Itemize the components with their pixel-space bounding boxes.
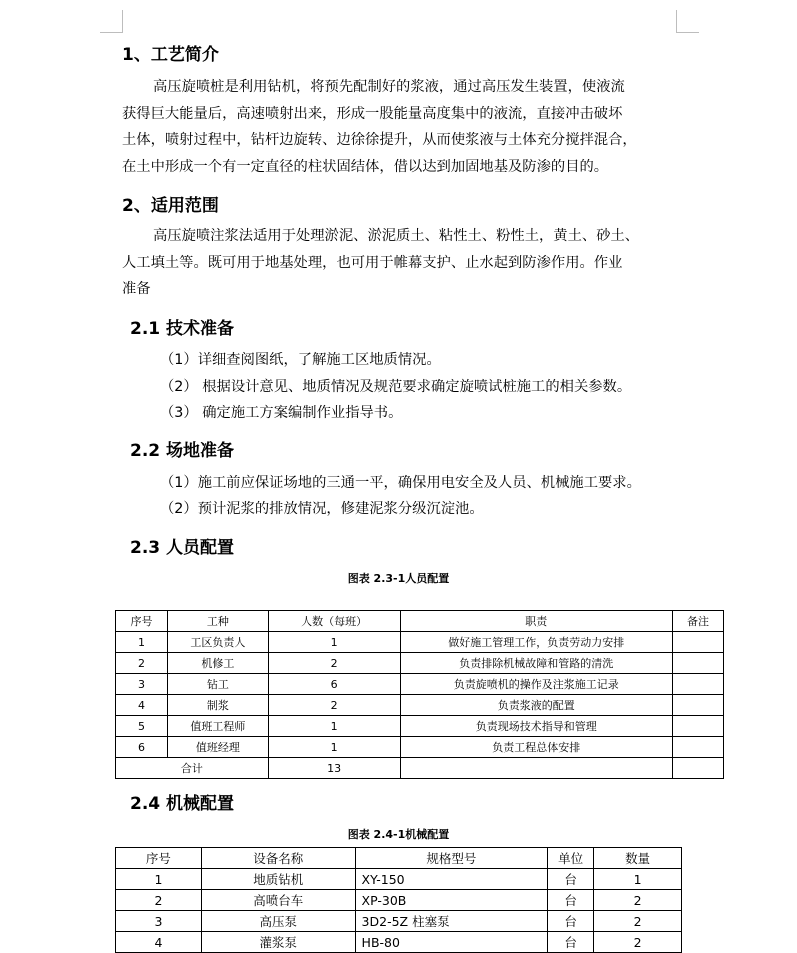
table-row [116,890,682,911]
table-cell: 3 [116,674,168,695]
paragraph-line: 高压旋喷桩是利用钻机，将预先配制好的浆液，通过高压发生装置，使液流 [153,79,625,95]
table-caption: 图表 2.4-1机械配置 [347,828,450,841]
column-header: 备注 [673,611,724,632]
section-1-paragraph [122,74,682,180]
table-cell: 6 [268,674,400,695]
table-row [116,911,682,932]
column-header: 单位 [548,848,594,869]
paragraph-line: 人工填土等。既可用于地基处理，也可用于帷幕支护、止水起到防渗作用。作业 [122,254,623,271]
table-row [116,695,724,716]
table-cell [400,758,673,779]
table-cell: 台 [548,932,594,953]
list-item: （3） 确定施工方案编制作业指导书。 [160,405,403,421]
list-item: （2） 根据设计意见、地质情况及规范要求确定旋喷试桩施工的相关参数。 [160,379,632,395]
table-caption: 图表 2.3-1人员配置 [347,572,450,585]
table-cell: 台 [548,890,594,911]
table-cell: 负责浆液的配置 [400,695,673,716]
table-cell: 做好施工管理工作，负责劳动力安排 [400,632,673,653]
table-cell [673,632,724,653]
table-header-row [116,848,682,869]
column-header: 序号 [116,611,168,632]
column-header: 规格型号 [355,848,548,869]
table-cell: 制浆 [167,695,268,716]
table-cell: 2 [268,653,400,674]
paragraph-line: 高压旋喷注浆法适用于处理淤泥、淤泥质土、粘性土、粉性土，黄土、砂土、 [153,228,640,244]
table-cell: 值班工程师 [167,716,268,737]
table-cell: 1 [268,737,400,758]
column-header: 人数（每班） [268,611,400,632]
page-corner-mark-right [676,10,699,33]
table-cell: 1 [594,869,682,890]
table-cell: 1 [116,632,168,653]
table-cell: 4 [116,932,202,953]
table-cell: 台 [548,869,594,890]
table-cell: 2 [116,890,202,911]
table-cell: 机修工 [167,653,268,674]
table-header-row [116,611,724,632]
section-2-4-heading: 2.4 机械配置 [130,794,235,814]
list-item: （2）预计泥浆的排放情况，修建泥浆分级沉淀池。 [160,501,484,517]
table-cell: XY-150 [355,869,548,890]
table-cell: 2 [594,890,682,911]
table-cell: 台 [548,911,594,932]
column-header: 职责 [400,611,673,632]
section-1-heading: 1、工艺简介 [122,45,219,65]
paragraph-line: 在土中形成一个有一定直径的柱状固结体，借以达到加固地基及防渗的目的。 [122,158,609,175]
table-row [116,653,724,674]
total-label: 合计 [116,758,269,779]
table-row [116,716,724,737]
table-cell: 2 [268,695,400,716]
table-cell: 工区负责人 [167,632,268,653]
table-cell: 负责现场技术指导和管理 [400,716,673,737]
list-item: （1）施工前应保证场地的三通一平，确保用电安全及人员、机械施工要求。 [160,475,641,491]
section-2-paragraph [122,223,682,303]
table-cell: 地质钻机 [201,869,355,890]
table-cell: 负责旋喷机的操作及注浆施工记录 [400,674,673,695]
table-cell: 负责工程总体安排 [400,737,673,758]
total-value: 13 [268,758,400,779]
table-cell [673,674,724,695]
table-cell: 灌浆泵 [201,932,355,953]
table-cell: 高压泵 [201,911,355,932]
section-2-3-heading: 2.3 人员配置 [130,538,235,558]
page-corner-mark-left [100,10,123,33]
table-cell: 值班经理 [167,737,268,758]
table-cell: HB-80 [355,932,548,953]
table-cell [673,653,724,674]
column-header: 工种 [167,611,268,632]
section-2-2-heading: 2.2 场地准备 [130,441,235,461]
table-cell: 1 [268,716,400,737]
table-row [116,632,724,653]
list-item: （1）详细查阅图纸，了解施工区地质情况。 [160,352,441,368]
staff-table [115,610,724,779]
table-cell: 2 [594,932,682,953]
table-row [116,932,682,953]
table-cell: 1 [116,869,202,890]
table-cell [673,695,724,716]
paragraph-line: 准备 [122,281,151,297]
paragraph-line: 土体，喷射过程中，钻杆边旋转、边徐徐提升，从而使浆液与土体充分搅拌混合， [122,132,637,148]
table-cell: 高喷台车 [201,890,355,911]
table-cell [673,716,724,737]
table-cell: 负责排除机械故障和管路的清洗 [400,653,673,674]
table-row [116,674,724,695]
column-header: 设备名称 [201,848,355,869]
table-cell [673,737,724,758]
column-header: 序号 [116,848,202,869]
table-cell: 1 [268,632,400,653]
section-2-1-heading: 2.1 技术准备 [130,319,235,339]
table-total-row [116,758,724,779]
table-cell: 4 [116,695,168,716]
table-cell: 6 [116,737,168,758]
table-row [116,869,682,890]
table-cell: 2 [594,911,682,932]
table-cell: 2 [116,653,168,674]
machinery-table [115,847,682,953]
table-cell: XP-30B [355,890,548,911]
column-header: 数量 [594,848,682,869]
table-cell: 钻工 [167,674,268,695]
section-2-heading: 2、适用范围 [122,196,219,216]
paragraph-line: 获得巨大能量后，高速喷射出来，形成一股能量高度集中的液流，直接冲击破坏 [122,105,623,122]
table-cell: 5 [116,716,168,737]
table-row [116,737,724,758]
table-cell [673,758,724,779]
table-cell: 3 [116,911,202,932]
table-cell: 3D2-5Z 柱塞泵 [355,911,548,932]
